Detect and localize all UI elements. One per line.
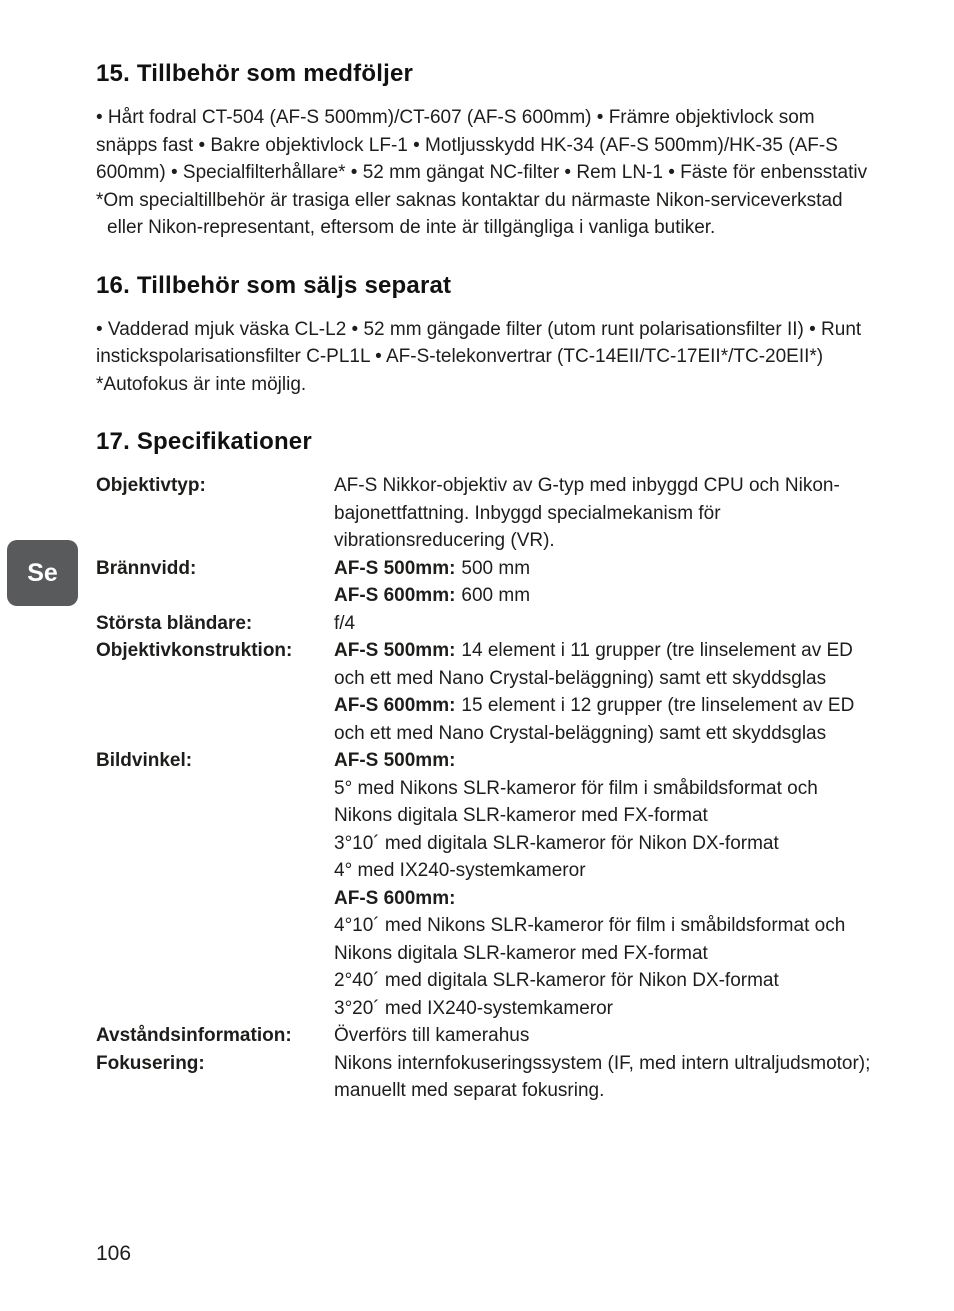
spec-line: [334, 555, 874, 583]
spec-line-text: 3°20´ med IX240-systemkameror: [334, 997, 613, 1019]
spec-line-bold: AF-S 600mm:: [334, 887, 456, 909]
language-tab: [7, 540, 78, 606]
spec-line: [334, 775, 874, 830]
spec-value: [334, 637, 874, 747]
spec-row-focal-length: [96, 555, 874, 610]
spec-line-text: 5° med Nikons SLR-kameror för film i småbildsformat och Nikons digitala SLR-kameror med FX-format: [334, 777, 818, 826]
spec-row-focusing: [96, 1050, 874, 1105]
spec-line-bold: AF-S 500mm:: [334, 750, 456, 771]
section-supplied-body: • Hårt fodral CT-504 (AF-S 500mm)/CT-607 (AF-S 600mm) • Främre objektivlock som snäpps fast • Bakre objektivlock LF-1 • Motljusskydd HK-34 (AF-S 500mm)/HK-35 (AF-S 600mm) • Specialfilterhållare* • 52 mm gängat NC-filter • Rem LN-1 • Fäste för enbensstativ: [96, 107, 868, 183]
spec-line: [334, 582, 874, 610]
section-supplied-footnote: *Om specialtillbehör är trasiga eller saknas kontaktar du närmaste Nikon-serviceverkstad eller Nikon-representant, eftersom de inte är tillgängliga i vanliga butiker.: [96, 189, 843, 238]
spec-line: [334, 830, 874, 858]
section-separate-footnote: *Autofokus är inte möjlig.: [96, 373, 307, 395]
spec-line-text: 3°10´ med digitala SLR-kameror för Nikon DX-format: [334, 832, 779, 854]
spec-line: [334, 1050, 874, 1105]
section-specifications: [96, 428, 874, 1105]
spec-value: [334, 472, 874, 555]
section-supplied-accessories: [96, 60, 874, 242]
spec-line-text: 15 element i 12 grupper (tre linselement av ED och ett med Nano Crystal-beläggning) samt ett skyddsglas: [334, 695, 855, 744]
spec-label: Bildvinkel:: [96, 750, 193, 771]
spec-line-bold: AF-S 500mm:: [334, 640, 456, 661]
spec-line: [334, 610, 874, 638]
spec-row-lens-type: [96, 472, 874, 555]
spec-line-text: 14 element i 11 grupper (tre linselement av ED och ett med Nano Crystal-beläggning) samt ett skyddsglas: [334, 640, 853, 689]
section-supplied-heading: 15. Tillbehör som medföljer: [96, 60, 414, 87]
spec-table: [96, 472, 874, 1105]
spec-label: Största bländare:: [96, 612, 253, 634]
spec-line: [334, 995, 874, 1023]
spec-label: Avståndsinformation:: [96, 1025, 292, 1046]
page-content: [96, 60, 874, 1135]
spec-label: Objektivkonstruktion:: [96, 640, 293, 661]
spec-value: [334, 555, 874, 610]
spec-row-max-aperture: [96, 610, 874, 638]
spec-row-angle-of-view: [96, 747, 874, 1022]
spec-line: [334, 1022, 874, 1050]
spec-line-text: AF-S Nikkor-objektiv av G-typ med inbyggd CPU och Nikon-bajonettfattning. Inbyggd specialmekanism för vibrationsreducering (VR).: [334, 475, 840, 551]
spec-value: [334, 747, 874, 1022]
spec-line-bold: AF-S 600mm:: [334, 585, 456, 606]
spec-line-text: Nikons internfokuseringssystem (IF, med intern ultraljudsmotor); manuellt med separat fokusring.: [334, 1052, 871, 1101]
spec-line-text: 4°10´ med Nikons SLR-kameror för film i småbildsformat och Nikons digitala SLR-kameror med FX-format: [334, 915, 846, 964]
spec-line: [334, 637, 874, 692]
spec-line-bold: AF-S 500mm:: [334, 557, 456, 579]
spec-row-distance-information: [96, 1022, 874, 1050]
spec-line-text: 600 mm: [461, 585, 531, 606]
section-separate-heading: 16. Tillbehör som säljs separat: [96, 271, 452, 299]
spec-line: [334, 692, 874, 747]
section-separate-body: • Vadderad mjuk väska CL-L2 • 52 mm gängade filter (utom runt polarisationsfilter II) • Runt instickspolarisationsfilter C-PL1L • AF-S-telekonvertrar (TC-14EII/TC-17EII*/TC-20EII*): [96, 318, 862, 367]
spec-value: [334, 1050, 874, 1105]
spec-value: [334, 610, 874, 638]
spec-line-text: 500 mm: [461, 557, 531, 579]
spec-label: Objektivtyp:: [96, 475, 206, 496]
spec-line-text: 4° med IX240-systemkameror: [334, 860, 586, 881]
page-number: 106: [96, 1242, 132, 1265]
spec-line: [334, 912, 874, 967]
spec-line: [334, 967, 874, 995]
language-tab-label: Se: [27, 558, 58, 587]
section-separate-accessories: [96, 272, 874, 399]
section-specs-heading: 17. Specifikationer: [96, 428, 312, 455]
spec-row-lens-construction: [96, 637, 874, 747]
spec-line: [334, 747, 874, 775]
spec-label: Fokusering:: [96, 1052, 205, 1074]
spec-line-bold: AF-S 600mm:: [334, 695, 456, 716]
spec-line: [334, 885, 874, 913]
spec-line-text: Överförs till kamerahus: [334, 1025, 530, 1046]
spec-label: Brännvidd:: [96, 557, 197, 579]
spec-line: [334, 472, 874, 555]
spec-line-text: f/4: [334, 612, 356, 634]
spec-line-text: 2°40´ med digitala SLR-kameror för Nikon DX-format: [334, 970, 779, 991]
spec-line: [334, 857, 874, 885]
spec-value: [334, 1022, 874, 1050]
